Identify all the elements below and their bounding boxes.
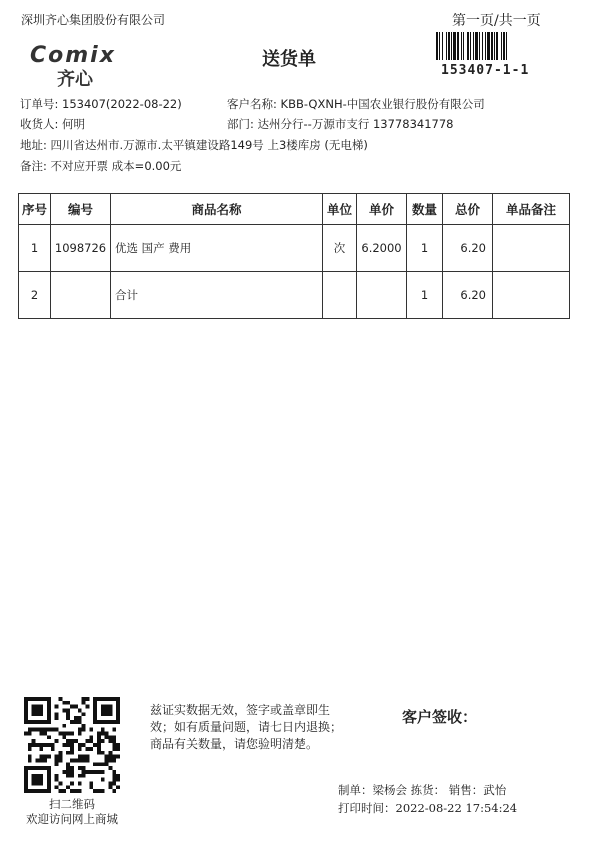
order-value: 153407(2022-08-22) — [62, 97, 182, 111]
column-header: 单价 — [357, 194, 407, 225]
cell-code — [51, 272, 111, 319]
page-indicator: 第一页/共一页 — [452, 13, 541, 29]
cell-price — [357, 272, 407, 319]
department — [227, 116, 453, 132]
print-time: 打印时间：2022-08-22 17:54:24 — [338, 801, 518, 815]
customer-label: 客户名称: — [227, 97, 277, 111]
customer-value: KBB-QXNH-中国农业银行股份有限公司 — [280, 97, 485, 111]
company-logo — [30, 43, 150, 93]
barcode-image — [436, 32, 550, 66]
column-header: 商品名称 — [111, 194, 323, 225]
column-header: 编号 — [51, 194, 111, 225]
notice-line: 效；如有质量问题，请七日内退换； — [150, 720, 343, 734]
column-header: 序号 — [19, 194, 51, 225]
cell-name: 优选 国产 费用 — [111, 225, 323, 272]
company-name: 深圳齐心集团股份有限公司 — [21, 13, 166, 27]
cell-seq: 1 — [19, 225, 51, 272]
items-table — [18, 193, 570, 319]
remark-value: 不对应开票 成本=0.00元 — [50, 159, 182, 173]
cell-qty: 1 — [407, 272, 443, 319]
staff-line: 制单：梁杨会 拣货： 销售：武怡 — [338, 783, 507, 797]
qr-subcaption: 欢迎访问网上商城 — [26, 812, 118, 826]
column-header: 单品备注 — [493, 194, 570, 225]
table-row — [19, 225, 570, 272]
notice-text — [150, 702, 370, 753]
column-header: 单位 — [323, 194, 357, 225]
column-header: 总价 — [443, 194, 493, 225]
receiver-label: 收货人: — [20, 117, 59, 131]
notice-line: 兹证实数据无效，签字或盖章即生 — [150, 703, 331, 717]
logo-chinese: 齐心 — [57, 69, 93, 90]
cell-note — [493, 225, 570, 272]
dept-label: 部门: — [227, 117, 254, 131]
dept-value: 达州分行--万源市支行 13778341778 — [257, 117, 454, 131]
cell-note — [493, 272, 570, 319]
cell-unit: 次 — [323, 225, 357, 272]
address-value: 四川省达州市.万源市.太平镇建设路149号 上3楼库房 (无电梯) — [50, 138, 368, 152]
cell-price: 6.2000 — [357, 225, 407, 272]
remark — [20, 158, 181, 174]
order-number — [20, 96, 182, 112]
qr-caption: 扫二维码 — [49, 797, 95, 811]
cell-total: 6.20 — [443, 272, 493, 319]
customer-signature-label: 客户签收： — [402, 708, 478, 726]
logo-wordmark: Comix — [30, 43, 116, 68]
qr-code-image — [24, 697, 120, 793]
table-header-row — [19, 194, 570, 225]
table-row — [19, 272, 570, 319]
customer-name — [227, 96, 485, 112]
document-title: 送货单 — [262, 49, 316, 70]
cell-total: 6.20 — [443, 225, 493, 272]
barcode-number: 153407-1-1 — [441, 63, 530, 78]
cell-unit — [323, 272, 357, 319]
address-label: 地址: — [20, 138, 47, 152]
address — [20, 137, 368, 153]
cell-qty: 1 — [407, 225, 443, 272]
cell-seq: 2 — [19, 272, 51, 319]
remark-label: 备注: — [20, 159, 47, 173]
receiver — [20, 116, 85, 132]
order-label: 订单号: — [20, 97, 59, 111]
cell-code: 1098726 — [51, 225, 111, 272]
column-header: 数量 — [407, 194, 443, 225]
cell-name: 合计 — [111, 272, 323, 319]
receiver-value: 何明 — [62, 117, 86, 131]
notice-line: 商品有关数量，请您验明清楚。 — [150, 737, 319, 751]
